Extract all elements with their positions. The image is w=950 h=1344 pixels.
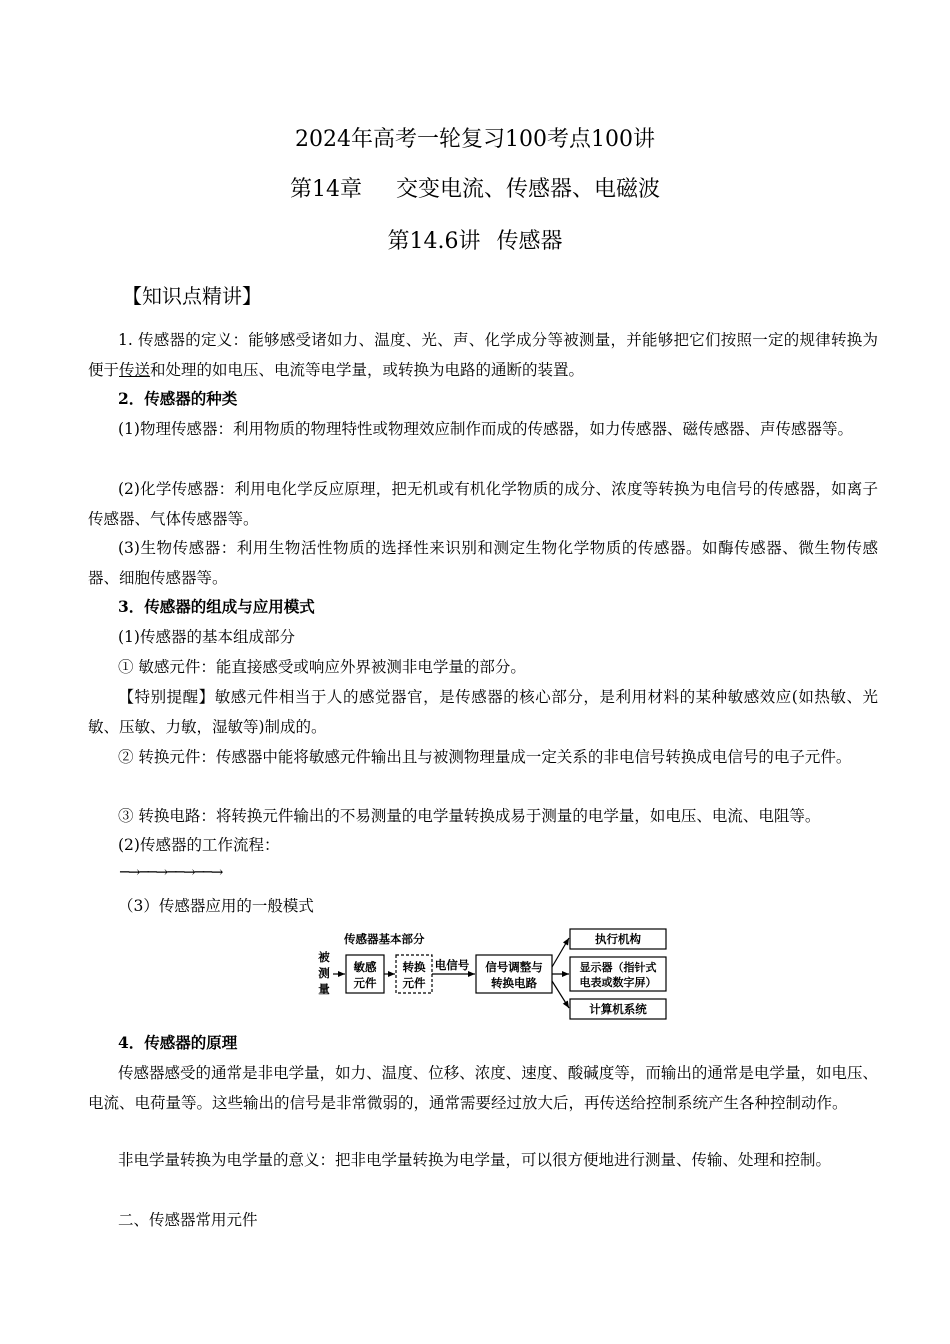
document-title: 2024年高考一轮复习100考点100讲 <box>295 127 655 152</box>
lecture-heading <box>0 228 950 256</box>
sensitive-element-text: 敏感 <box>353 960 377 974</box>
section-heading: 【知识点精讲】 <box>122 284 262 308</box>
basic-parts-line: (1)传感器的基本组成部分 <box>118 628 295 646</box>
composition-heading: 3．传感器的组成与应用模式 <box>118 597 315 616</box>
significance-paragraph: 非电学量转换为电学量的意义：把非电学量转换为电学量，可以很方便地进行测量、传输、处理和控制。 <box>118 1151 832 1169</box>
converter-element-text: 转换 <box>402 960 426 974</box>
measured-quantity-label: 测 <box>318 966 330 980</box>
computer-text: 计算机系统 <box>589 1002 647 1016</box>
sensor-application-diagram <box>312 927 674 1021</box>
measured-quantity-label: 被 <box>318 950 330 964</box>
lecture-title: 传感器 <box>496 229 563 254</box>
lecture-number: 第14.6讲 <box>387 229 481 254</box>
chapter-title: 交变电流、传感器、电磁波 <box>395 177 660 202</box>
circuit-text: 信号调整与 <box>485 960 543 974</box>
display-text: 显示器（指针式 <box>579 961 657 974</box>
display-text: 电表或数字屏） <box>579 976 657 989</box>
workflow-line: (2)传感器的工作流程： <box>118 836 280 854</box>
actuator-text: 执行机构 <box>595 932 641 946</box>
definition-paragraph: 1. 传感器的定义：能够感受诸如力、温度、光、声、化学成分等被测量，并能够把它们按照一定的规律转换为便于传送和处理的如电压、电流等电学量，或转换为电路的通断的装置。 <box>88 331 878 379</box>
conversion-element-paragraph: ② 转换元件：传感器中能将敏感元件输出且与被测物理量成一定关系的非电信号转换成电信号的电子元件。 <box>118 748 852 766</box>
principle-paragraph: 传感器感受的通常是非电学量，如力、温度、位移、浓度、速度、酸碱度等，而输出的通常是电学量，如电压、电流、电荷量等。这些输出的信号是非常微弱的，通常需要经过放大后，再传送给控制系统产生各种控制动作。 <box>88 1064 878 1112</box>
general-mode-line: （3）传感器应用的一般模式 <box>118 897 314 915</box>
underlined-term: 传送 <box>119 361 151 379</box>
sensor-basic-part-label: 传感器基本部分 <box>344 932 425 946</box>
conversion-circuit-line: ③ 转换电路：将转换元件输出的不易测量的电学量转换成易于测量的电学量，如电压、电流、电阻等。 <box>118 807 821 825</box>
types-heading: 2．传感器的种类 <box>118 389 238 408</box>
measured-quantity-label: 量 <box>318 982 330 996</box>
signal-label: 电信号 <box>434 958 470 972</box>
special-tip-paragraph: 【特别提醒】敏感元件相当于人的感觉器官，是传感器的核心部分，是利用材料的某种敏感效应(如热敏、光敏、压敏、力敏，湿敏等)制成的。 <box>88 688 878 736</box>
branch-arrow-computer <box>552 981 569 1008</box>
chapter-heading <box>0 176 950 204</box>
circuit-text: 转换电路 <box>491 976 537 990</box>
principle-heading: 4．传感器的原理 <box>118 1033 238 1052</box>
biological-sensor-paragraph: (3)生物传感器：利用生物活性物质的选择性来识别和测定生物化学物质的传感器。如酶传感器、微生物传感器、细胞传感器等。 <box>88 539 878 587</box>
workflow-arrows: ─→──→──→──→ <box>120 863 223 881</box>
sensitive-element-line: ① 敏感元件：能直接感受或响应外界被测非电学量的部分。 <box>118 658 526 676</box>
converter-element-text: 元件 <box>402 976 426 990</box>
physical-sensor-paragraph: (1)物理传感器：利用物质的物理特性或物理效应制作而成的传感器，如力传感器、磁传感器、声传感器等。 <box>118 420 853 438</box>
next-section-heading: 二、传感器常用元件 <box>118 1211 258 1229</box>
sensitive-element-text: 元件 <box>353 976 377 990</box>
chemical-sensor-paragraph: (2)化学传感器：利用电化学反应原理，把无机或有机化学物质的成分、浓度等转换为电信号的传感器，如离子传感器、气体传感器等。 <box>88 480 878 528</box>
branch-arrow-actuator <box>552 938 569 967</box>
chapter-number: 第14章 <box>289 177 362 202</box>
